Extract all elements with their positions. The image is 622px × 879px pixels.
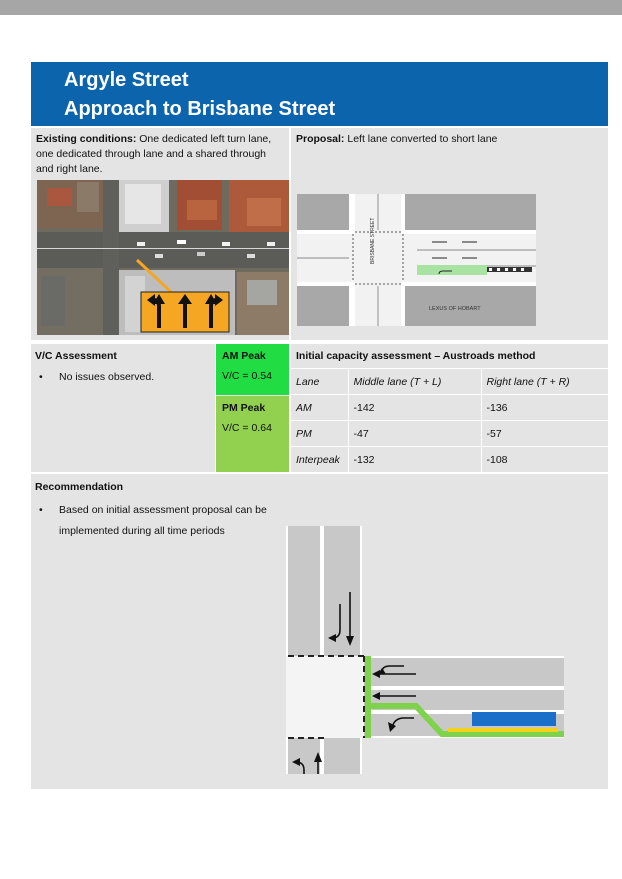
pm-peak-label: PM Peak (222, 402, 266, 414)
proposal-description: Left lane converted to short lane (344, 133, 498, 145)
capacity-assessment-title: Initial capacity assessment – Austroads method (296, 350, 536, 362)
lexus-of-hobart-label: LEXUS OF HOBART (429, 306, 481, 312)
am-peak-value: V/C = 0.54 (222, 370, 272, 382)
right-lane-value: -57 (481, 421, 608, 447)
header-middle-lane: Middle lane (T + L) (348, 369, 481, 395)
bullet-dot: • (39, 371, 43, 383)
capacity-table (291, 368, 608, 473)
vc-assessment-panel (31, 344, 215, 472)
top-grey-bar (0, 0, 622, 15)
table-row (291, 395, 608, 421)
title-banner (31, 62, 608, 126)
middle-lane-value: -47 (348, 421, 481, 447)
bullet-dot: • (39, 504, 43, 516)
lane-diagram (284, 524, 566, 774)
vc-bullet-text: No issues observed. (59, 371, 155, 383)
row-label: Interpeak (291, 447, 348, 473)
recommendation-title: Recommendation (35, 481, 124, 493)
vc-assessment-title: V/C Assessment (35, 350, 117, 362)
existing-conditions-panel (31, 128, 289, 340)
middle-lane-value: -142 (348, 395, 481, 421)
title-line-2: Approach to Brisbane Street (64, 98, 336, 120)
recommendation-bullet (39, 500, 289, 542)
table-row (291, 447, 608, 473)
proposal-map (297, 194, 536, 326)
right-lane-value: -136 (481, 395, 608, 421)
recommendation-panel (31, 474, 608, 789)
row-label: PM (291, 421, 348, 447)
capacity-assessment-panel (291, 344, 608, 472)
vc-bullet (39, 370, 154, 385)
recommendation-bullet-text: Based on initial assessment proposal can be implemented during all time periods (59, 504, 267, 537)
existing-conditions-label: Existing conditions: (36, 133, 137, 145)
aerial-photo (37, 180, 289, 335)
right-lane-value: -108 (481, 447, 608, 473)
title-line-1: Argyle Street (64, 69, 189, 91)
proposal-text (296, 132, 596, 147)
middle-lane-value: -132 (348, 447, 481, 473)
am-peak-label: AM Peak (222, 350, 266, 362)
proposal-panel (291, 128, 608, 340)
peak-values-panel (216, 344, 289, 472)
row-label: AM (291, 395, 348, 421)
pm-peak-cell (216, 396, 289, 472)
proposal-label: Proposal: (296, 133, 345, 145)
header-lane: Lane (291, 369, 348, 395)
existing-conditions-text (36, 132, 281, 177)
am-peak-cell (216, 344, 289, 395)
pm-peak-value: V/C = 0.64 (222, 422, 272, 434)
header-right-lane: Right lane (T + R) (481, 369, 608, 395)
table-header-row (291, 369, 608, 395)
existing-conditions-description: One dedicated left turn lane, one dedicated through lane and a shared through and right lane. (36, 133, 272, 175)
table-row (291, 421, 608, 447)
brisbane-street-label: BRISBANE STREET (370, 217, 376, 264)
